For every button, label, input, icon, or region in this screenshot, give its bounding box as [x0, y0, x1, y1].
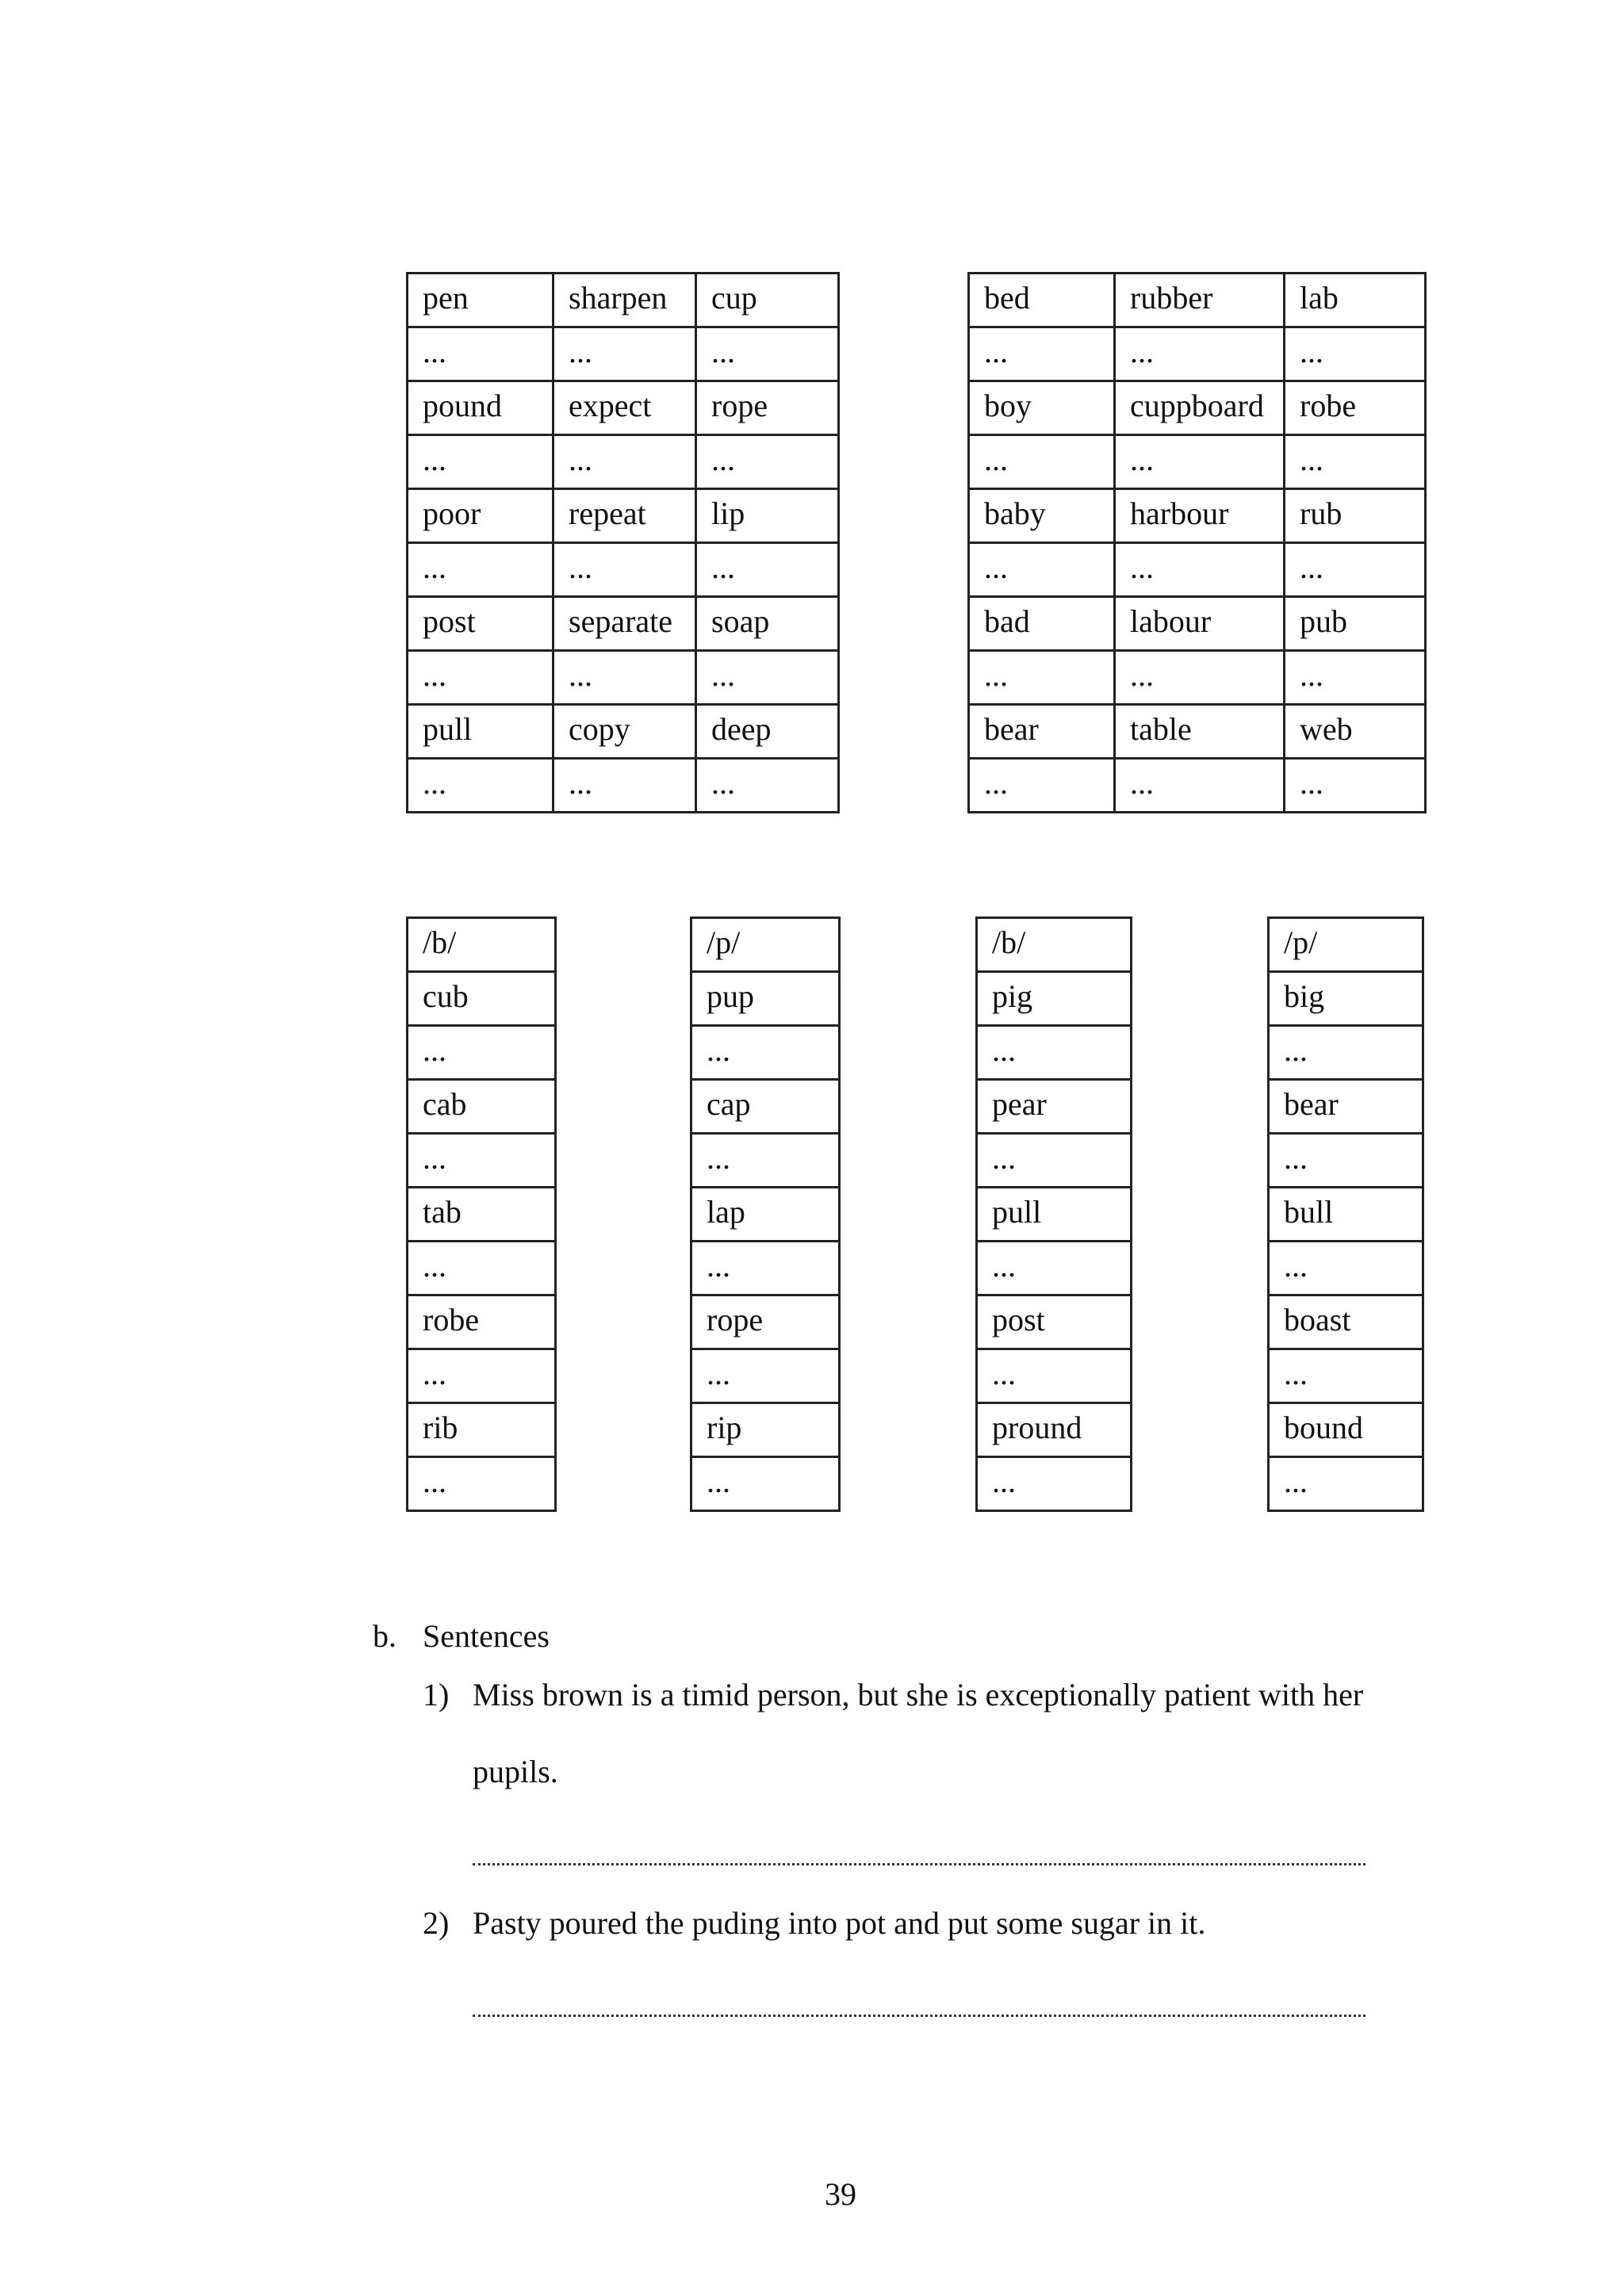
- table-cell: rubber: [1115, 274, 1285, 327]
- table-cell: ...: [553, 543, 696, 597]
- table-cell: ...: [969, 543, 1115, 597]
- table-row: [1269, 1295, 1423, 1349]
- table-row: [408, 274, 839, 327]
- table-cell: cap: [691, 1080, 840, 1134]
- table-row: [977, 1134, 1132, 1188]
- table-row: [1269, 918, 1423, 972]
- table-cell: harbour: [1115, 489, 1285, 543]
- table-cell: lap: [691, 1188, 840, 1242]
- table-row: [1269, 1026, 1423, 1080]
- section-heading: Sentences: [423, 1618, 550, 1654]
- table-cell: ...: [408, 543, 553, 597]
- table-row: [1269, 1242, 1423, 1295]
- table-row: [977, 1188, 1132, 1242]
- table-row: [977, 1349, 1132, 1403]
- table-cell: robe: [1285, 381, 1426, 435]
- table-cell: deep: [696, 705, 839, 759]
- table-row: [408, 381, 839, 435]
- table-row: [691, 1295, 840, 1349]
- table-row: [408, 1026, 556, 1080]
- table-row: [691, 1457, 840, 1511]
- table-row: [691, 1134, 840, 1188]
- table-row: [1269, 1403, 1423, 1457]
- table-cell: pound: [408, 381, 553, 435]
- table-cell: rub: [1285, 489, 1426, 543]
- table-cell: ...: [691, 1349, 840, 1403]
- table-cell: pig: [977, 972, 1132, 1026]
- table-cell: ...: [553, 435, 696, 489]
- table-cell: cup: [696, 274, 839, 327]
- word-table-b-body: [969, 274, 1426, 813]
- table-cell: rip: [691, 1403, 840, 1457]
- table-cell: ...: [408, 1457, 556, 1511]
- table-cell: ...: [691, 1026, 840, 1080]
- table-cell: pub: [1285, 597, 1426, 651]
- table-cell: ...: [977, 1457, 1132, 1511]
- table-cell: ...: [696, 543, 839, 597]
- table-row: [977, 1080, 1132, 1134]
- table-cell: ...: [696, 759, 839, 813]
- table-row: [691, 1026, 840, 1080]
- table-cell: lip: [696, 489, 839, 543]
- table-cell: ...: [1115, 759, 1285, 813]
- table-row: [408, 1349, 556, 1403]
- sentence-2-number: 2): [423, 1905, 450, 1941]
- table-row: [691, 972, 840, 1026]
- table-cell: ...: [1115, 435, 1285, 489]
- table-cell: bed: [969, 274, 1115, 327]
- sentence-1-text: Miss brown is a timid person, but she is exceptionally patient with her: [473, 1677, 1364, 1712]
- table-cell: rope: [696, 381, 839, 435]
- table-row: [691, 1188, 840, 1242]
- column-header: /p/: [691, 918, 840, 972]
- table-cell: copy: [553, 705, 696, 759]
- table-cell: bear: [1269, 1080, 1423, 1134]
- table-row: [408, 972, 556, 1026]
- table-row: [969, 274, 1426, 327]
- table-cell: ...: [553, 651, 696, 705]
- word-table-p: [406, 272, 840, 813]
- table-cell: ...: [696, 435, 839, 489]
- table-cell: bad: [969, 597, 1115, 651]
- table-row: [969, 327, 1426, 381]
- table-row: [408, 705, 839, 759]
- table-cell: labour: [1115, 597, 1285, 651]
- table-cell: ...: [977, 1134, 1132, 1188]
- table-cell: pround: [977, 1403, 1132, 1457]
- table-cell: bull: [1269, 1188, 1423, 1242]
- word-table-b: [967, 272, 1427, 813]
- table-cell: ...: [1285, 543, 1426, 597]
- table-cell: ...: [408, 1026, 556, 1080]
- table-cell: ...: [969, 327, 1115, 381]
- table-cell: rope: [691, 1295, 840, 1349]
- table-row: [408, 651, 839, 705]
- table-cell: post: [408, 597, 553, 651]
- table-cell: ...: [691, 1457, 840, 1511]
- table-row: [1269, 1457, 1423, 1511]
- table-row: [977, 1242, 1132, 1295]
- table-cell: ...: [408, 327, 553, 381]
- word-table-p-body: [408, 274, 839, 813]
- table-cell: ...: [408, 759, 553, 813]
- table-row: [408, 543, 839, 597]
- page-number: 39: [825, 2176, 856, 2212]
- table-cell: robe: [408, 1295, 556, 1349]
- table-row: [691, 1242, 840, 1295]
- table-cell: boy: [969, 381, 1115, 435]
- table-row: [408, 597, 839, 651]
- table-row: [408, 1295, 556, 1349]
- section-marker: b.: [373, 1618, 396, 1654]
- table-cell: pear: [977, 1080, 1132, 1134]
- table-cell: ...: [977, 1242, 1132, 1295]
- table-cell: web: [1285, 705, 1426, 759]
- table-row: [408, 1457, 556, 1511]
- table-cell: ...: [691, 1242, 840, 1295]
- column-table-p-2: [1267, 916, 1424, 1512]
- table-cell: ...: [1285, 651, 1426, 705]
- table-row: [969, 597, 1426, 651]
- table-row: [969, 651, 1426, 705]
- table-cell: pup: [691, 972, 840, 1026]
- table-cell: ...: [553, 759, 696, 813]
- table-cell: pull: [408, 705, 553, 759]
- table-row: [977, 1295, 1132, 1349]
- table-row: [1269, 1349, 1423, 1403]
- table-cell: big: [1269, 972, 1423, 1026]
- table-cell: ...: [408, 651, 553, 705]
- table-cell: ...: [408, 1242, 556, 1295]
- answer-line-1[interactable]: [473, 1863, 1365, 1866]
- answer-line-2[interactable]: [473, 2015, 1365, 2017]
- table-cell: baby: [969, 489, 1115, 543]
- table-row: [1269, 1188, 1423, 1242]
- table-cell: pull: [977, 1188, 1132, 1242]
- table-cell: ...: [696, 327, 839, 381]
- table-row: [977, 972, 1132, 1026]
- table-row: [969, 759, 1426, 813]
- table-row: [408, 1242, 556, 1295]
- table-cell: ...: [1115, 327, 1285, 381]
- table-cell: cuppboard: [1115, 381, 1285, 435]
- table-row: [977, 1026, 1132, 1080]
- sentence-1-text-continued: pupils.: [473, 1754, 558, 1789]
- table-cell: soap: [696, 597, 839, 651]
- column-header: /b/: [977, 918, 1132, 972]
- table-cell: ...: [1285, 435, 1426, 489]
- table-cell: ...: [977, 1349, 1132, 1403]
- table-cell: poor: [408, 489, 553, 543]
- table-row: [969, 543, 1426, 597]
- table-cell: ...: [969, 759, 1115, 813]
- column-header: /p/: [1269, 918, 1423, 972]
- table-cell: ...: [1269, 1457, 1423, 1511]
- table-row: [691, 1403, 840, 1457]
- table-cell: ...: [977, 1026, 1132, 1080]
- table-row: [1269, 1080, 1423, 1134]
- table-cell: table: [1115, 705, 1285, 759]
- table-row: [691, 1080, 840, 1134]
- table-cell: ...: [691, 1134, 840, 1188]
- table-row: [408, 327, 839, 381]
- table-row: [977, 1403, 1132, 1457]
- table-cell: ...: [1115, 651, 1285, 705]
- table-cell: ...: [553, 327, 696, 381]
- table-cell: ...: [1285, 759, 1426, 813]
- table-cell: ...: [408, 1349, 556, 1403]
- table-row: [408, 1080, 556, 1134]
- table-cell: ...: [1269, 1026, 1423, 1080]
- table-cell: separate: [553, 597, 696, 651]
- table-row: [408, 1403, 556, 1457]
- table-row: [969, 489, 1426, 543]
- column-table-b-1: [406, 916, 557, 1512]
- table-row: [969, 705, 1426, 759]
- table-cell: pen: [408, 274, 553, 327]
- table-cell: sharpen: [553, 274, 696, 327]
- table-cell: tab: [408, 1188, 556, 1242]
- table-cell: ...: [408, 435, 553, 489]
- column-table-b-2: [975, 916, 1132, 1512]
- table-cell: ...: [1269, 1134, 1423, 1188]
- sentence-2-text: Pasty poured the puding into pot and put some sugar in it.: [473, 1905, 1206, 1941]
- table-cell: ...: [969, 651, 1115, 705]
- table-row: [408, 918, 556, 972]
- table-cell: post: [977, 1295, 1132, 1349]
- table-cell: expect: [553, 381, 696, 435]
- table-row: [1269, 972, 1423, 1026]
- table-row: [977, 1457, 1132, 1511]
- table-cell: ...: [1269, 1349, 1423, 1403]
- table-cell: bound: [1269, 1403, 1423, 1457]
- table-cell: cab: [408, 1080, 556, 1134]
- table-cell: ...: [969, 435, 1115, 489]
- table-row: [691, 918, 840, 972]
- table-row: [969, 435, 1426, 489]
- table-cell: boast: [1269, 1295, 1423, 1349]
- table-row: [691, 1349, 840, 1403]
- table-cell: ...: [1115, 543, 1285, 597]
- column-table-p-1: [690, 916, 841, 1512]
- table-cell: repeat: [553, 489, 696, 543]
- table-cell: lab: [1285, 274, 1426, 327]
- table-row: [969, 381, 1426, 435]
- table-cell: ...: [408, 1134, 556, 1188]
- table-cell: ...: [1285, 327, 1426, 381]
- sentence-1-number: 1): [423, 1677, 450, 1712]
- table-row: [408, 1134, 556, 1188]
- table-row: [977, 918, 1132, 972]
- column-header: /b/: [408, 918, 556, 972]
- table-cell: bear: [969, 705, 1115, 759]
- table-row: [408, 1188, 556, 1242]
- table-row: [408, 759, 839, 813]
- table-row: [408, 489, 839, 543]
- table-row: [408, 435, 839, 489]
- table-cell: ...: [1269, 1242, 1423, 1295]
- table-row: [1269, 1134, 1423, 1188]
- table-cell: cub: [408, 972, 556, 1026]
- table-cell: rib: [408, 1403, 556, 1457]
- table-cell: ...: [696, 651, 839, 705]
